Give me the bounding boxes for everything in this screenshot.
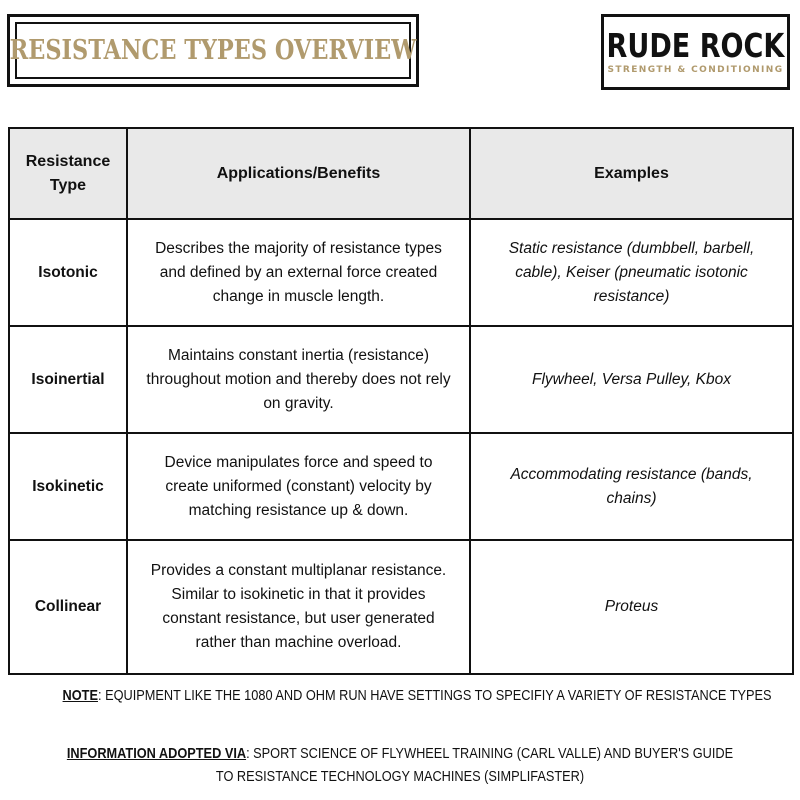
table-row	[9, 219, 793, 326]
row-examples: Accommodating resistance (bands, chains)	[470, 433, 793, 540]
logo-sub-text: STRENGTH & CONDITIONING	[607, 65, 784, 75]
row-type: Isotonic	[9, 219, 127, 326]
row-type: Isokinetic	[9, 433, 127, 540]
source-note	[0, 742, 800, 788]
row-benefits: Provides a constant multiplanar resistance. Similar to isokinetic in that it provides constant resistance, but user generated rather than machine overload.	[127, 540, 470, 674]
row-examples: Proteus	[470, 540, 793, 674]
table-row	[9, 326, 793, 433]
table-row	[9, 540, 793, 674]
column-header-examples: Examples	[470, 128, 793, 219]
row-examples: Static resistance (dumbbell, barbell, cable), Keiser (pneumatic isotonic resistance)	[470, 219, 793, 326]
row-benefits: Describes the majority of resistance types and defined by an external force created change in muscle length.	[127, 219, 470, 326]
table-row	[9, 433, 793, 540]
column-header-benefits: Applications/Benefits	[127, 128, 470, 219]
resistance-table	[8, 127, 794, 675]
row-examples: Flywheel, Versa Pulley, Kbox	[470, 326, 793, 433]
info-text: : SPORT SCIENCE OF FLYWHEEL TRAINING (CARL VALLE) AND BUYER'S GUIDE TO RESISTANCE TECHNOLOGY MACHINES (SIMPLIFASTER)	[215, 745, 734, 785]
page-title: RESISTANCE TYPES OVERVIEW	[9, 35, 417, 66]
title-box	[7, 14, 419, 87]
row-type: Isoinertial	[9, 326, 127, 433]
column-header-type: Resistance Type	[9, 128, 127, 219]
note-label: NOTE	[62, 687, 98, 704]
row-benefits: Device manipulates force and speed to create uniformed (constant) velocity by matching resistance up & down.	[127, 433, 470, 540]
row-type: Collinear	[9, 540, 127, 674]
brand-logo	[601, 14, 790, 90]
info-label: INFORMATION ADOPTED VIA	[66, 745, 247, 762]
table-header-row	[9, 128, 793, 219]
title-inner-frame	[9, 22, 417, 79]
logo-main-text: RUDE ROCK	[606, 26, 785, 65]
note-text: : EQUIPMENT LIKE THE 1080 AND OHM RUN HAVE SETTINGS TO SPECIFIY A VARIETY OF RESISTANCE TYPES	[97, 687, 772, 704]
row-benefits: Maintains constant inertia (resistance) throughout motion and thereby does not rely on gravity.	[127, 326, 470, 433]
footnote	[0, 686, 800, 706]
